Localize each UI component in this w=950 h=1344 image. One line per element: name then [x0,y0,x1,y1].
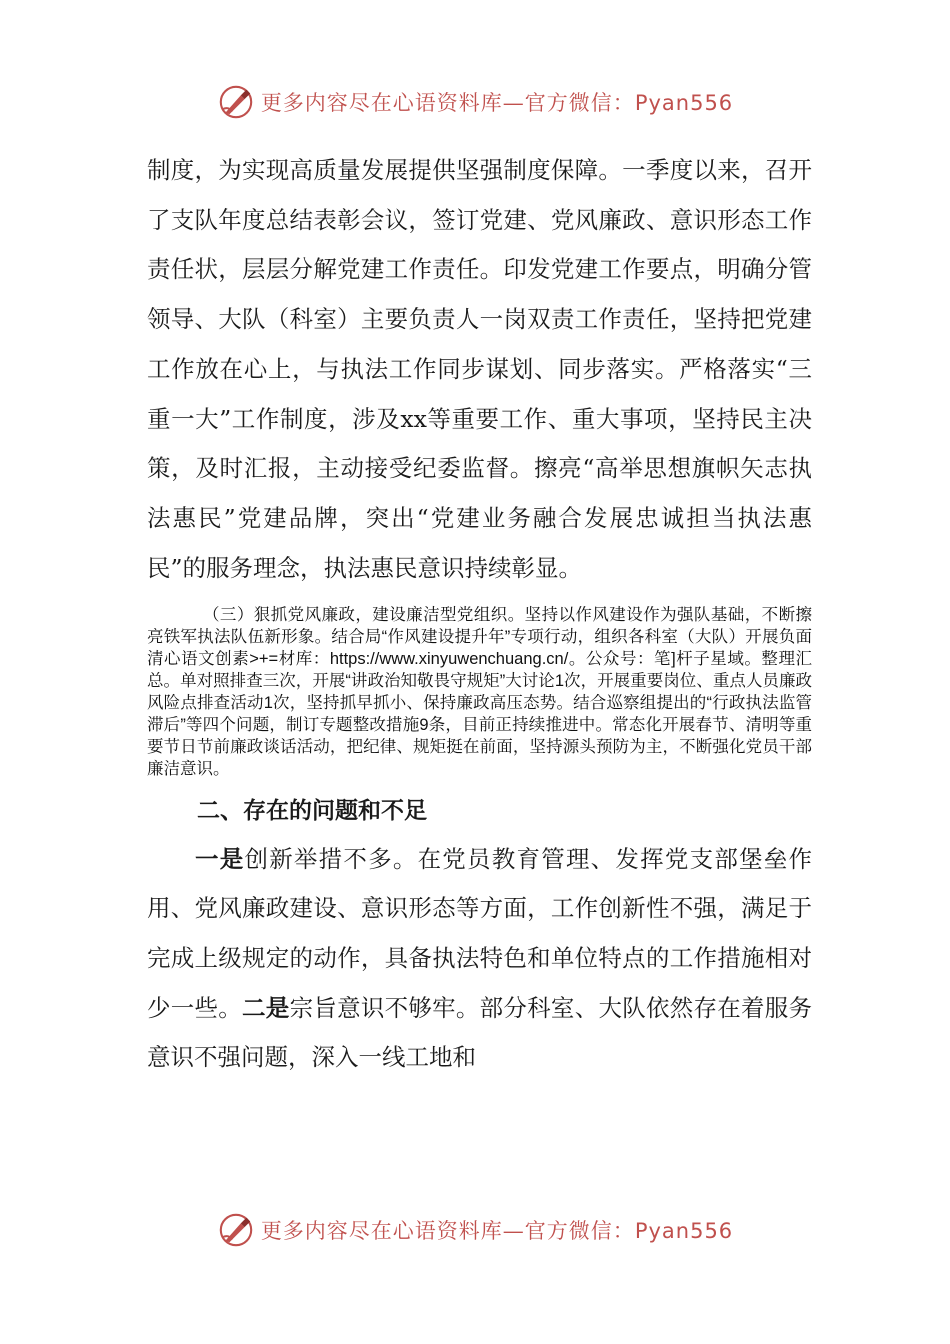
point-two-text: 宗旨意识不够牢。部分科室、大队依然存在着服务意识不强问题，深入一线工地和 [147,993,813,1072]
footer-banner [0,1210,950,1250]
paragraph-integrity: （三）狠抓党风廉政，建设廉洁型党组织。坚持以作风建设作为强队基础，不断擦亮铁军执法队伍新形象。结合局“作风建设提升年”专项行动，组织各科室（大队）开展负面清心语文创素>+=材库：https://www.xinyuwenchuang.cn/。公众号：笔]杆子星域。整理汇总。单对照排查三次，开展“讲政治知敬畏守规矩”大讨论1次，开展重要岗位、重点人员廉政风险点排查活动1次，坚持抓早抓小、保持廉政高压态势。结合巡察组提出的“行政执法监管滞后”等四个问题，制订专题整改措施9条，目前正持续推进中。常态化开展春节、清明等重要节日节前廉政谈话活动，把纪律、规矩挺在前面，坚持源头预防为主，不断强化党员干部廉洁意识。 [147,606,812,778]
point-two-lead: 二是 [242,993,290,1022]
banner-text: 更多内容尽在心语资料库—官方微信：Pyan556 [260,1219,734,1243]
banner-text: 更多内容尽在心语资料库—官方微信：Pyan556 [260,91,734,115]
header-banner [0,82,950,122]
point-one-text: 创新举措不多。在党员教育管理、发挥党支部堡垒作用、党风廉政建设、意识形态等方面，工作创新性不强，满足于完成上级规定的动作，具备执法特色和单位特点的工作措施相对少一些。 [147,844,813,1022]
point-one-lead: 一是 [195,844,245,873]
paragraph-problems [147,835,812,1084]
pen-nib-logo-icon [217,83,255,121]
paragraph-responsibility: 制度，为实现高质量发展提供坚强制度保障。一季度以来，召开了支队年度总结表彰会议，签订党建、党风廉政、意识形态工作责任状，层层分解党建工作责任。印发党建工作要点，明确分管领导、大队（科室）主要负责人一岗双责工作责任，坚持把党建工作放在心上，与执法工作同步谋划、同步落实。严格落实“三重一大”工作制度，涉及xx等重要工作、重大事项，坚持民主决策，及时汇报，主动接受纪委监督。擦亮“高举思想旗帜矢志执法惠民”党建品牌，突出“党建业务融合发展忠诚担当执法惠民”的服务理念，执法惠民意识持续彰显。 [147,156,812,582]
document-body [147,146,812,1083]
wechat-id: Pyan556 [634,91,734,115]
pen-nib-logo-icon [217,1211,255,1249]
wechat-id: Pyan556 [634,1219,734,1243]
section-heading: 二、存在的问题和不足 [197,797,427,824]
